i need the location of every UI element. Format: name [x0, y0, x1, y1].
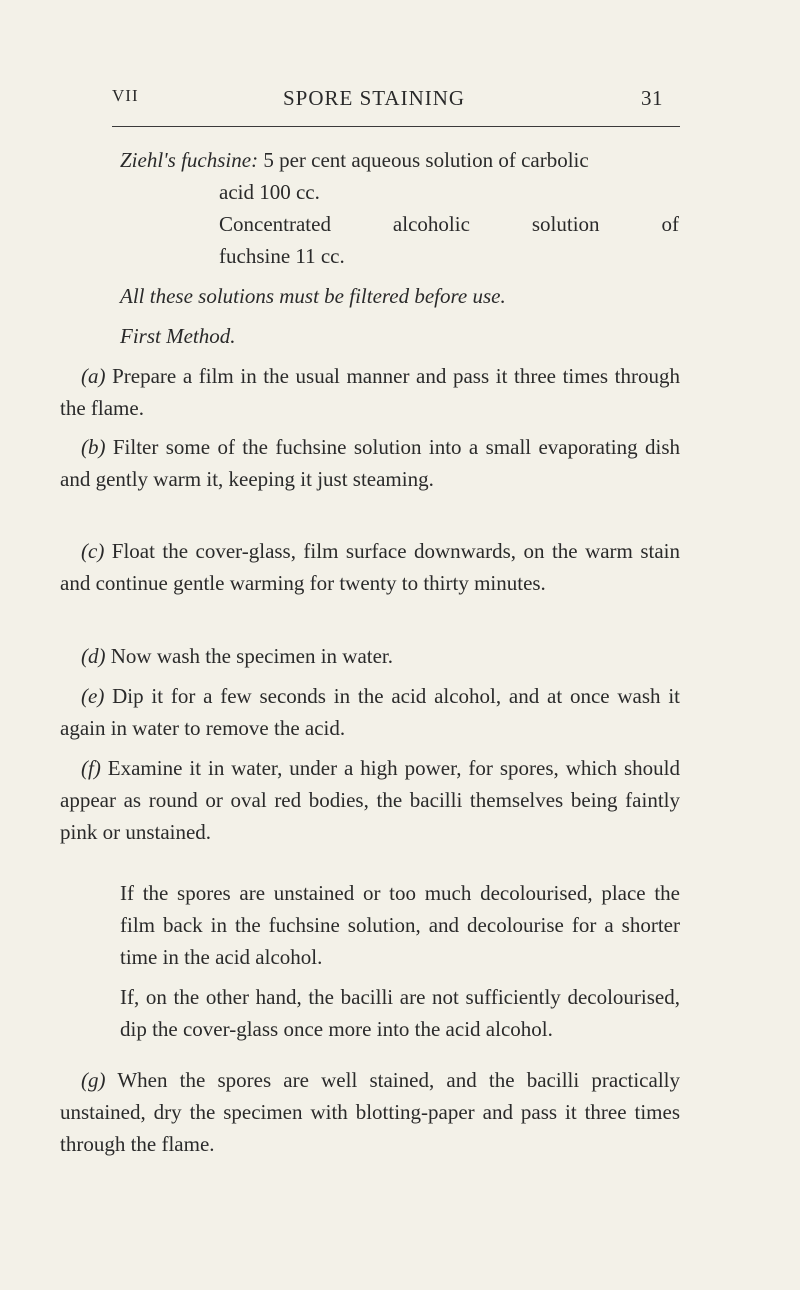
running-head: [0, 86, 800, 110]
step-text: When the spores are well stained, and the bacilli practically unstained, dry the specimen with blotting-paper and pass it three times through the flame.: [60, 1068, 680, 1156]
step-label: (c): [81, 539, 105, 563]
step-label: (f): [81, 756, 101, 780]
step-d: [60, 640, 680, 672]
step-text: Dip it for a few seconds in the acid alcohol, and at once wash it again in water to remove the acid.: [60, 684, 681, 740]
step-e: [60, 680, 680, 744]
step-g: [60, 1064, 680, 1160]
step-text: Float the cover-glass, film surface downwards, on the warm stain and continue gentle warming for twenty to thirty minutes.: [60, 539, 680, 595]
running-title: SPORE STAINING: [283, 86, 466, 110]
chapter-number: VII: [112, 86, 139, 105]
formula-line-2: acid 100 cc.: [219, 180, 320, 204]
step-c: [60, 535, 680, 599]
note-overdecolourised: If, on the other hand, the bacilli are not sufficiently decolourised, dip the cover-glass once more into the acid alcohol.: [120, 985, 680, 1041]
page-number: 31: [641, 86, 663, 110]
step-b: [60, 431, 680, 495]
step-label: (a): [81, 364, 106, 388]
formula-label: Ziehl's fuchsine:: [120, 148, 259, 172]
formula-line-4: fuchsine 11 cc.: [219, 244, 345, 268]
formula-line-1: [120, 144, 680, 176]
step-text: Examine it in water, under a high power, for spores, which should appear as round or oval red bodies, the bacilli themselves being faintly pink or unstained.: [60, 756, 680, 844]
note-undecolourised: If the spores are unstained or too much decolourised, place the film back in the fuchsine solution, and decolourise for a shorter time in the acid alcohol.: [120, 881, 680, 969]
method-heading: First Method.: [120, 324, 236, 348]
step-text: Prepare a film in the usual manner and pass it three times through the flame.: [60, 364, 681, 420]
formula-text-1: 5 per cent aqueous solution of carbolic: [263, 148, 589, 172]
step-label: (b): [81, 435, 106, 459]
step-text: Filter some of the fuchsine solution into a small evaporating dish and gently warm it, keeping it just steaming.: [60, 435, 680, 491]
step-f: [60, 752, 680, 848]
step-a: [60, 360, 680, 424]
step-text: Now wash the specimen in water.: [110, 644, 394, 668]
step-label: (g): [81, 1068, 106, 1092]
step-label: (d): [81, 644, 106, 668]
step-label: (e): [81, 684, 105, 708]
header-rule: [112, 126, 680, 127]
formula-line-3: Concentrated alcoholic solution of: [219, 212, 679, 236]
filter-note: All these solutions must be filtered before use.: [120, 284, 506, 308]
